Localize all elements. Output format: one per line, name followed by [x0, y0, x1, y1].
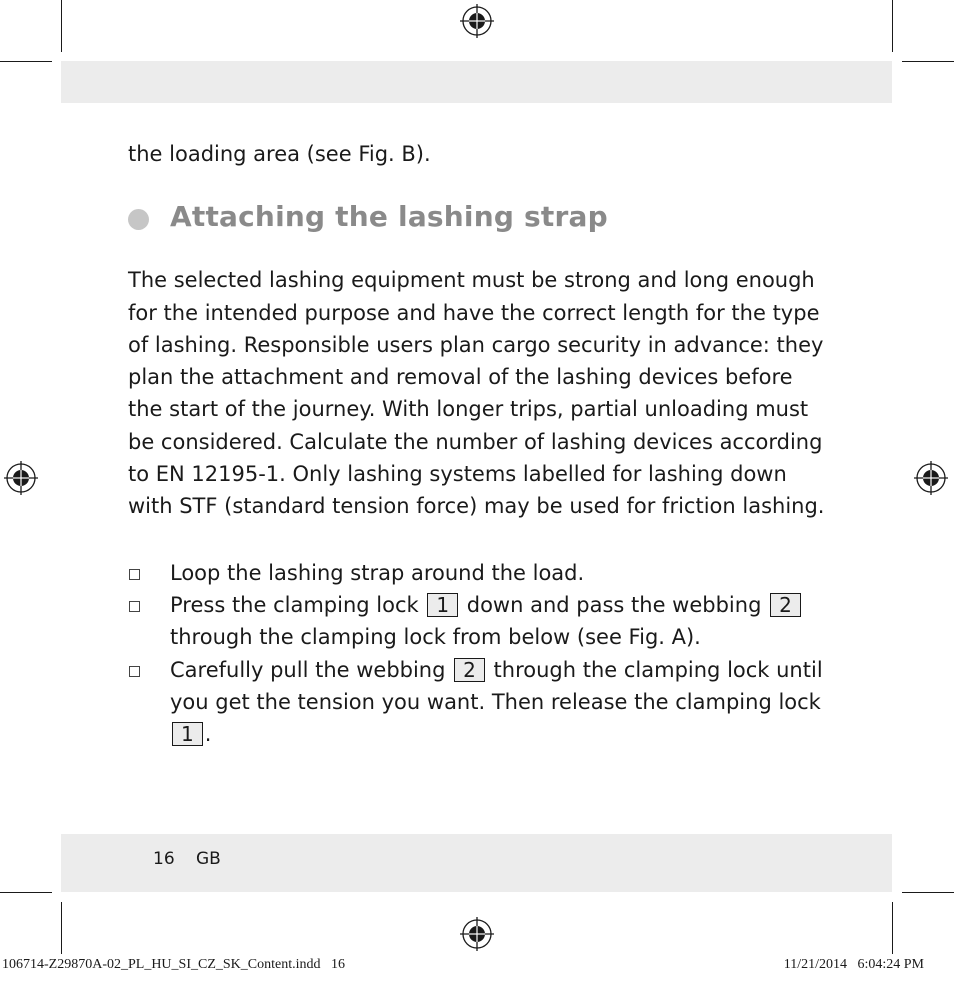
step-text: through the clamping lock until you get the tension you want. Then release the clamping lock [170, 657, 823, 714]
registration-mark-icon [4, 461, 38, 495]
step-text: Carefully pull the webbing [170, 657, 453, 682]
crop-mark-bottom-left-h [0, 892, 52, 893]
page-number: 16 [153, 849, 175, 869]
crop-mark-bottom-right-v [892, 902, 893, 954]
part-number-label: 2 [770, 593, 801, 617]
step-text: through the clamping lock from below (see Fig. A). [170, 625, 701, 650]
crop-mark-top-left-h [0, 61, 52, 62]
crop-mark-top-left-v [61, 0, 62, 52]
part-number-label: 2 [454, 658, 485, 682]
print-slug-datetime: 11/21/2014 6:04:24 PM [783, 957, 924, 972]
part-number-label: 1 [427, 593, 458, 617]
page-content [128, 138, 828, 750]
step-text: down and pass the webbing [460, 592, 769, 617]
step-text: . [204, 722, 212, 747]
checkbox-icon [129, 569, 140, 580]
part-number-label: 1 [172, 722, 203, 746]
section-heading [128, 200, 828, 240]
step-text: Loop the lashing strap around the load. [170, 560, 585, 585]
checkbox-icon [129, 666, 140, 677]
crop-mark-bottom-right-h [902, 892, 954, 893]
registration-mark-icon [460, 4, 494, 38]
step-text: Press the clamping lock [170, 592, 426, 617]
footer-band [61, 834, 892, 892]
crop-mark-top-right-h [902, 61, 954, 62]
section-heading-text: Attaching the lashing strap [170, 200, 608, 234]
bullet-dot-icon [128, 209, 149, 230]
intro-line: the loading area (see Fig. B). [128, 142, 431, 166]
body-paragraph: The selected lashing equipment must be strong and long enough for the intended purpose and have the correct length for the type of lashing. Responsible users plan cargo security in advance: they plan the attachment and removal of the lashing devices before the start of the journey. With longer trips, partial unloading must be considered. Calculate the number of lashing devices according to EN 12195-1. Only lashing systems labelled for lashing down with STF (standard tension force) may be used for friction lashing. [128, 268, 825, 519]
list-item [128, 589, 828, 654]
checkbox-icon [129, 601, 140, 612]
step-list [128, 557, 828, 751]
registration-mark-icon [914, 461, 948, 495]
print-slug-file: 106714-Z29870A-02_PL_HU_SI_CZ_SK_Content.indd 16 [2, 957, 345, 972]
list-item [128, 654, 828, 751]
language-code: GB [196, 849, 221, 869]
registration-mark-icon [460, 917, 494, 951]
crop-mark-bottom-left-v [61, 902, 62, 954]
crop-mark-top-right-v [892, 0, 893, 52]
list-item [128, 557, 828, 589]
header-band [61, 61, 892, 103]
